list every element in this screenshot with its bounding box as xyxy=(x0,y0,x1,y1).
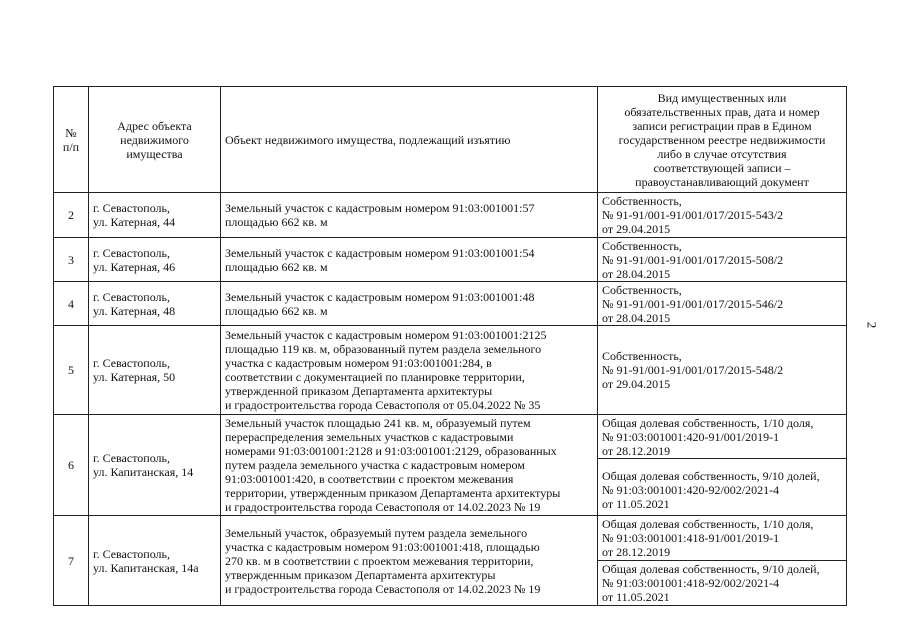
row-object xyxy=(221,516,598,606)
row-rights xyxy=(598,415,847,459)
row-object xyxy=(221,326,598,415)
rights-line: Общая долевая собственность, 1/10 доля, xyxy=(602,517,814,531)
address-line: ул. Капитанская, 14 xyxy=(93,465,194,479)
rights-line: № 91:03:001001:420-91/001/2019-1 xyxy=(602,429,780,444)
header-object xyxy=(221,87,598,193)
address-line: ул. Катерная, 48 xyxy=(93,303,176,318)
rights-line: от 29.04.2015 xyxy=(602,377,671,391)
row-object xyxy=(221,415,598,516)
header-rights-line: правоустанавливающий документ xyxy=(635,174,809,189)
header-num xyxy=(54,87,89,193)
row-rights xyxy=(598,459,847,516)
row-rights xyxy=(598,238,847,282)
rights-line: Собственность, xyxy=(602,282,682,297)
rights-line: № 91:03:001001:418-92/002/2021-4 xyxy=(602,576,780,590)
property-table xyxy=(53,86,847,606)
address-line: ул. Катерная, 44 xyxy=(93,215,176,229)
address-line: г. Севастополь, xyxy=(93,245,171,260)
object-line: утвержденной приказом Департамента архитектуры xyxy=(225,384,493,398)
row-number: 7 xyxy=(54,516,89,606)
row-number: 3 xyxy=(54,238,89,282)
header-rights xyxy=(598,87,847,193)
address-line: ул. Катерная, 46 xyxy=(93,259,176,274)
object-line: участка с кадастровым номером 91:03:001001:284, в xyxy=(225,356,492,370)
object-line: площадью 662 кв. м xyxy=(225,215,328,229)
rights-line: № 91-91/001-91/001/017/2015-543/2 xyxy=(602,208,784,222)
table-header-row xyxy=(54,87,847,193)
object-line: и градостроительства города Севастополя от 14.02.2023 № 19 xyxy=(225,581,541,596)
header-rights-line: обязательственных прав, дата и номер xyxy=(624,104,820,119)
object-line: Земельный участок, образуемый путем раздела земельного xyxy=(225,525,528,540)
object-line: Земельный участок площадью 241 кв. м, образуемый путем xyxy=(225,416,531,430)
row-address xyxy=(89,193,221,238)
address-line: ул. Капитанская, 14а xyxy=(93,560,199,575)
row-object xyxy=(221,193,598,238)
rights-line: от 28.04.2015 xyxy=(602,266,671,281)
rights-line: от 11.05.2021 xyxy=(602,496,670,511)
row-number: 6 xyxy=(54,415,89,516)
rights-line: № 91-91/001-91/001/017/2015-508/2 xyxy=(602,252,784,267)
row-rights xyxy=(598,193,847,238)
object-line: и градостроительства города Севастополя от 14.02.2023 № 19 xyxy=(225,500,541,514)
table-row xyxy=(54,193,847,238)
object-line: утвержденным приказом Департамента архитектуры xyxy=(225,567,496,582)
row-address xyxy=(89,238,221,282)
rights-line: № 91-91/001-91/001/017/2015-546/2 xyxy=(602,296,784,311)
header-address xyxy=(89,87,221,193)
object-line: площадью 662 кв. м xyxy=(225,259,328,274)
rights-line: № 91:03:001001:418-91/001/2019-1 xyxy=(602,531,780,545)
object-line: участка с кадастровым номером 91:03:001001:418, площадью xyxy=(225,539,540,554)
address-line: ул. Катерная, 50 xyxy=(93,370,176,384)
row-address xyxy=(89,516,221,606)
rights-line: от 11.05.2021 xyxy=(602,590,670,604)
header-rights-line: записи регистрации прав в Едином xyxy=(632,118,812,133)
header-address-line: недвижимого xyxy=(120,132,189,147)
row-rights xyxy=(598,561,847,606)
object-line: территории, утвержденным приказом Департамента архитектуры xyxy=(225,486,561,500)
row-rights xyxy=(598,282,847,326)
rights-line: от 28.04.2015 xyxy=(602,310,671,325)
object-line: 91:03:001001:420, в соответствии с проектом межевания xyxy=(225,472,514,486)
object-line: путем раздела земельного участка с кадастровым номером xyxy=(225,458,525,472)
header-rights-line: государственном реестре недвижимости xyxy=(618,132,826,147)
header-rights-line: Вид имущественных или xyxy=(657,90,787,105)
rights-line: от 28.12.2019 xyxy=(602,443,671,458)
row-object xyxy=(221,238,598,282)
row-address xyxy=(89,326,221,415)
object-line: Земельный участок с кадастровым номером 91:03:001001:48 xyxy=(225,289,535,304)
rights-line: № 91:03:001001:420-92/002/2021-4 xyxy=(602,482,780,497)
address-line: г. Севастополь, xyxy=(93,356,171,370)
row-number: 4 xyxy=(54,282,89,326)
object-line: площадью 662 кв. м xyxy=(225,303,328,318)
table-row xyxy=(54,238,847,282)
rights-line: от 29.04.2015 xyxy=(602,222,671,236)
header-object-text: Объект недвижимого имущества, подлежащий изъятию xyxy=(225,132,511,147)
rights-line: Собственность, xyxy=(602,349,682,363)
address-line: г. Севастополь, xyxy=(93,289,171,304)
row-number: 2 xyxy=(54,193,89,238)
object-line: и градостроительства города Севастополя от 05.04.2022 № 35 xyxy=(225,398,541,412)
object-line: 270 кв. м в соответствии с проектом межевания территории, xyxy=(225,553,534,568)
object-line: Земельный участок с кадастровым номером 91:03:001001:57 xyxy=(225,201,535,215)
rights-line: Собственность, xyxy=(602,238,682,253)
object-line: соответствии с документацией по планировке территории, xyxy=(225,370,525,384)
table-row xyxy=(54,326,847,415)
rights-line: № 91-91/001-91/001/017/2015-548/2 xyxy=(602,363,784,377)
rights-line: Общая долевая собственность, 9/10 долей, xyxy=(602,468,820,483)
row-rights xyxy=(598,326,847,415)
table-row xyxy=(54,415,847,459)
object-line: Земельный участок с кадастровым номером 91:03:001001:54 xyxy=(225,245,535,260)
rights-line: Общая долевая собственность, 9/10 долей, xyxy=(602,562,820,576)
header-num-text: № п/п xyxy=(62,125,80,154)
row-address xyxy=(89,415,221,516)
address-line: г. Севастополь, xyxy=(93,451,171,465)
rights-line: Общая долевая собственность, 1/10 доля, xyxy=(602,415,814,430)
row-address xyxy=(89,282,221,326)
rights-line: Собственность, xyxy=(602,194,682,208)
row-rights xyxy=(598,516,847,561)
object-line: Земельный участок с кадастровым номером 91:03:001001:2125 xyxy=(225,328,547,342)
row-object xyxy=(221,282,598,326)
address-line: г. Севастополь, xyxy=(93,546,171,561)
rights-line: от 28.12.2019 xyxy=(602,545,671,559)
table-row xyxy=(54,282,847,326)
object-line: площадью 119 кв. м, образованный путем раздела земельного xyxy=(225,342,542,356)
row-number: 5 xyxy=(54,326,89,415)
header-address-line: Адрес объекта xyxy=(117,118,192,133)
page-number: 2 xyxy=(864,321,880,329)
header-address-line: имущества xyxy=(126,146,183,161)
table-row xyxy=(54,516,847,561)
header-rights-line: соответствующей записи – xyxy=(653,160,791,175)
object-line: перераспределения земельных участков с кадастровыми xyxy=(225,430,514,444)
header-rights-line: либо в случае отсутствия xyxy=(657,146,787,161)
object-line: номерами 91:03:001001:2128 и 91:03:001001:2129, образованных xyxy=(225,444,557,458)
address-line: г. Севастополь, xyxy=(93,201,171,215)
